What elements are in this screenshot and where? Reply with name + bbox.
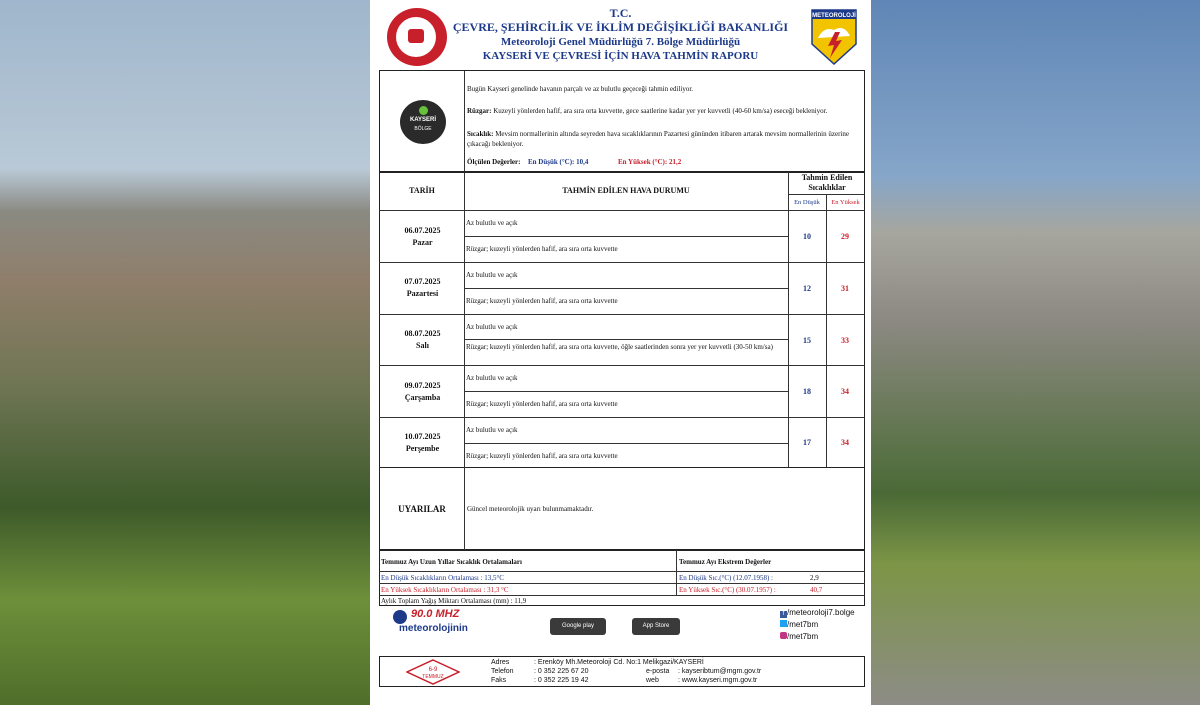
- col-temps-header: Tahmin Edilen Sıcaklıklar: [801, 173, 853, 192]
- phone-value: : 0 352 225 67 20: [534, 668, 589, 675]
- facebook-link[interactable]: f /meteoroloji7.bolge: [780, 608, 855, 618]
- address-label: Adres: [491, 659, 510, 666]
- forecast-row-date: 09.07.2025 Çarşamba: [404, 381, 441, 402]
- col-min-header: En Düşük: [794, 199, 820, 206]
- forecast-row-wind: Rüzgar; kuzeyli yönlerden hafif, ara sıra orta kuvvette: [466, 245, 618, 253]
- forecast-row-date: 07.07.2025 Pazartesi: [404, 277, 441, 298]
- warnings-label: UYARILAR: [398, 504, 446, 514]
- forecast-row-sky: Az bulutlu ve açık: [466, 219, 518, 227]
- forecast-row-sky: Az bulutlu ve açık: [466, 271, 518, 279]
- forecast-row-wind: Rüzgar; kuzeyli yönlerden hafif, ara sıra orta kuvvette: [466, 400, 618, 408]
- forecast-row-max: 34: [841, 438, 849, 447]
- col-date-header: TARİH: [409, 186, 435, 195]
- climate-left-title: Temmuz Ayı Uzun Yıllar Sıcaklık Ortalamaları: [381, 558, 522, 566]
- forecast-row-min: 18: [803, 387, 811, 396]
- fax-label: Faks: [491, 677, 507, 684]
- background-photo-right: [871, 0, 1200, 705]
- report-header: [370, 0, 871, 70]
- climate-avg-rain: Aylık Toplam Yağış Miktarı Ortalaması (mm) : 11,9: [381, 597, 527, 605]
- forecast-row-sky: Az bulutlu ve açık: [466, 426, 518, 434]
- fax-value: : 0 352 225 19 42: [534, 677, 589, 684]
- forecast-table: [379, 172, 865, 468]
- forecast-row-date: 06.07.2025 Pazar: [404, 226, 441, 247]
- address-value: : Erenköy Mh.Meteoroloji Cd. No:1 Melikgazi/KAYSERİ: [534, 659, 704, 666]
- forecast-row-max: 31: [841, 284, 849, 293]
- extreme-max-value: 40,7: [810, 586, 823, 594]
- background-photo-left: [0, 0, 370, 705]
- forecast-row-min: 17: [803, 438, 811, 447]
- summary-temperature: Sıcaklık: Mevsim normallerinin altında seyreden hava sıcaklıklarının Pazartesi gününden itibaren artarak mevsim normallerinin üzerine çıkacağı bekleniyor.: [467, 130, 849, 148]
- extreme-min-label: En Düşük Sıc.(°C) (12.07.1958) :: [679, 574, 773, 582]
- instagram-link[interactable]: /met7bm: [780, 632, 818, 641]
- climate-avg-max: En Yüksek Sıcaklıkların Ortalaması : 31,3 °C: [381, 586, 509, 594]
- col-max-header: En Yüksek: [831, 199, 860, 206]
- forecast-row-wind: Rüzgar; kuzeyli yönlerden hafif, ara sıra orta kuvvette: [466, 297, 618, 305]
- forecast-row-min: 10: [803, 232, 811, 241]
- climate-avg-min: En Düşük Sıcaklıkların Ortalaması : 13,5°C: [381, 574, 504, 582]
- summary-intro: Bugün Kayseri genelinde havanın parçalı ve az bulutlu geçeceği tahmin ediliyor.: [467, 85, 694, 93]
- twitter-link[interactable]: /met7bm: [780, 620, 818, 629]
- forecast-row-sky: Az bulutlu ve açık: [466, 374, 518, 382]
- measured-label: Ölçülen Değerler:: [467, 158, 521, 166]
- summary-wind: Rüzgar: Kuzeyli yönlerden hafif, ara sıra orta kuvvette, gece saatlerine kadar yer yer kuvvetli (40-60 km/sa) eseceği bekleniyor.: [467, 107, 828, 115]
- phone-label: Telefon: [491, 668, 514, 675]
- forecast-row-wind: Rüzgar; kuzeyli yönlerden hafif, ara sıra orta kuvvette, öğle saatlerinden sonra yer yer kuvvetli (30-50 km/sa): [466, 343, 773, 351]
- kayseri-bolge-badge: KAYSERİ BÖLGE: [400, 100, 446, 144]
- anniversary-stamp: [406, 659, 460, 685]
- climate-right-title: Temmuz Ayı Ekstrem Değerler: [679, 558, 772, 566]
- extreme-min-value: 2,9: [810, 574, 819, 582]
- forecast-row-max: 29: [841, 232, 849, 241]
- web-label: web: [646, 677, 659, 684]
- measured-min: En Düşük (°C): 10,4: [528, 158, 589, 166]
- forecast-row-sky: Az bulutlu ve açık: [466, 323, 518, 331]
- forecast-row-max: 34: [841, 387, 849, 396]
- measured-max: En Yüksek (°C): 21,2: [618, 158, 682, 166]
- forecast-row-max: 33: [841, 336, 849, 345]
- web-value[interactable]: : www.kayseri.mgm.gov.tr: [678, 677, 758, 684]
- header-report-title: KAYSERİ VE ÇEVRESİ İÇİN HAVA TAHMİN RAPORU: [482, 50, 759, 62]
- google-play-badge[interactable]: Google play: [550, 618, 606, 635]
- twitter-icon: [780, 620, 787, 627]
- app-store-badge[interactable]: App Store: [632, 618, 680, 635]
- instagram-icon: [780, 632, 787, 639]
- radio-frequency: 90.0 MHZ: [411, 608, 460, 620]
- col-weather-header: TAHMİN EDİLEN HAVA DURUMU: [562, 186, 690, 195]
- radio-name: meteorolojinin: [399, 623, 468, 634]
- svg-text:METEOROLOJİ: METEOROLOJİ: [812, 13, 856, 19]
- svg-text:TEMMUZ: TEMMUZ: [422, 674, 444, 680]
- forecast-row-wind: Rüzgar; kuzeyli yönlerden hafif, ara sıra orta kuvvette: [466, 452, 618, 460]
- forecast-row-min: 15: [803, 336, 811, 345]
- header-line-tc: T.C.: [609, 6, 632, 20]
- email-value[interactable]: : kayseribtum@mgm.gov.tr: [678, 668, 762, 675]
- svg-text:6-9: 6-9: [428, 667, 438, 673]
- forecast-row-date: 10.07.2025 Perşembe: [404, 432, 441, 453]
- forecast-row-min: 12: [803, 284, 811, 293]
- forecast-row-date: 08.07.2025 Salı: [404, 329, 441, 350]
- warnings-text: Güncel meteorolojik uyarı bulunmamaktadır.: [467, 505, 594, 513]
- email-label: e-posta: [646, 668, 670, 675]
- facebook-icon: f: [780, 611, 787, 618]
- extreme-max-label: En Yüksek Sıc.(°C) (30.07.1957) :: [679, 586, 776, 594]
- header-ministry: ÇEVRE, ŞEHİRCİLİK VE İKLİM DEĞİŞİKLİĞİ BAKANLIĞI: [452, 20, 789, 34]
- header-directorate: Meteoroloji Genel Müdürlüğü 7. Bölge Müdürlüğü: [500, 36, 741, 48]
- forecast-report-sheet: [370, 0, 871, 705]
